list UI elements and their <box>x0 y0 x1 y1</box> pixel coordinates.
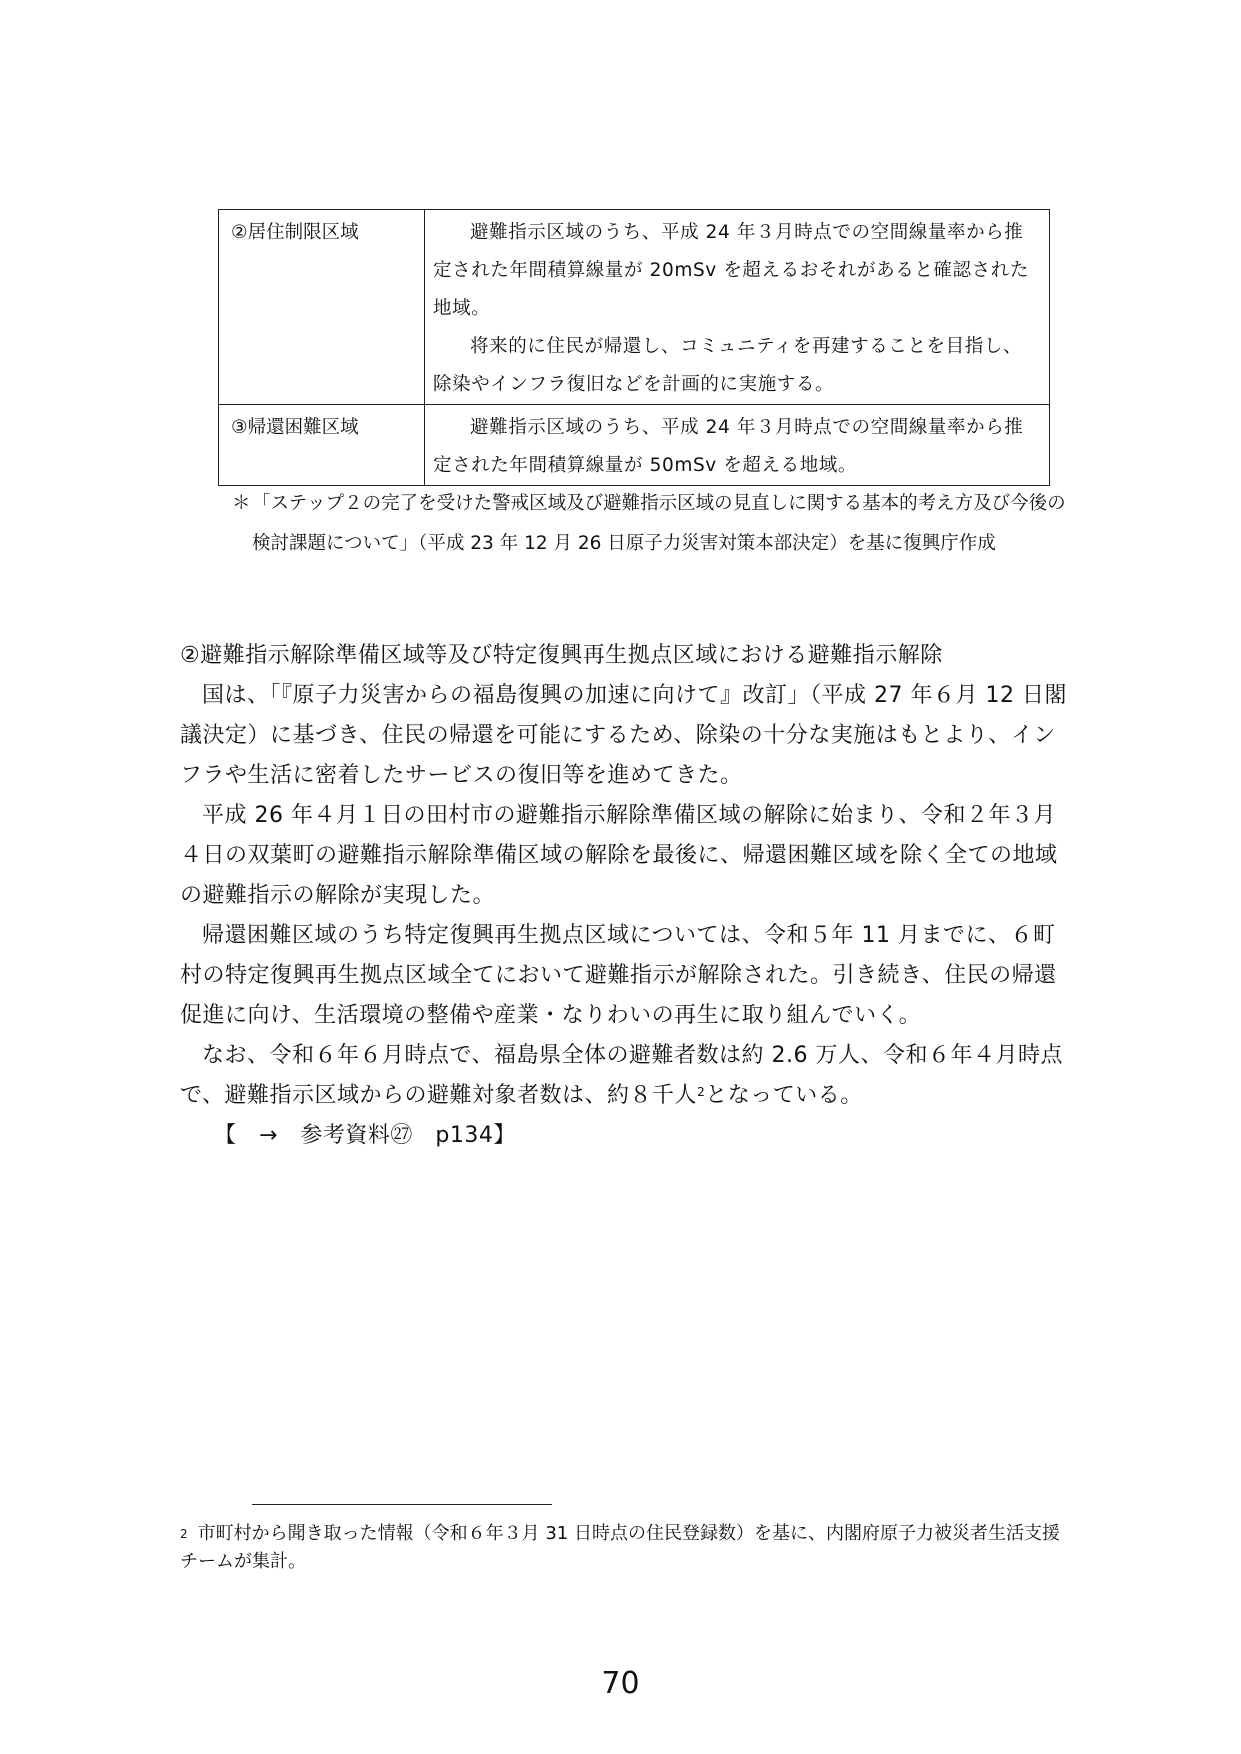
body-paragraph: 国は、「『原子力災害からの福島復興の加速に向けて』改訂」（平成 27 年６月 12 日閣議決定）に基づき、住民の帰還を可能にするため、除染の十分な実施はもとより、インフラや生活に密着したサービスの復旧等を進めてきた。 <box>180 683 1067 788</box>
zone-name: ②居住制限区域 <box>219 210 425 405</box>
zone-description-paragraph: 将来的に住民が帰還し、コミュニティを再建することを目指し、除染やインフラ復旧などを計画的に実施する。 <box>433 336 1023 395</box>
footnote-reference[interactable]: 2 <box>697 1085 706 1099</box>
zone-description-paragraph: 避難指示区域のうち、平成 24 年３月時点での空間線量率から推定された年間積算線量が 50mSv を超える地域。 <box>433 417 1024 476</box>
reference-material-link[interactable]: 【 → 参考資料㉗ p134】 <box>214 1123 516 1148</box>
page-number: 70 <box>601 1666 640 1701</box>
footnote <box>180 1520 1070 1576</box>
zone-description-paragraph: 避難指示区域のうち、平成 24 年３月時点での空間線量率から推定された年間積算線量が 20mSv を超えるおそれがあると確認された地域。 <box>433 222 1029 319</box>
footnote-number: 2 <box>180 1527 188 1541</box>
body-paragraph: 帰還困難区域のうち特定復興再生拠点区域については、令和５年 11 月までに、６町村の特定復興再生拠点区域全てにおいて避難指示が解除された。引き続き、住民の帰還促進に向け、生活環境の整備や産業・なりわいの再生に取り組んでいく。 <box>180 923 1057 1028</box>
zone-name: ③帰還困難区域 <box>219 405 425 486</box>
zone-description <box>425 405 1050 486</box>
table-source-note <box>232 484 1072 564</box>
body-paragraph <box>180 1036 1070 1116</box>
section-heading: ②避難指示解除準備区域等及び特定復興再生拠点区域における避難指示解除 <box>180 643 943 668</box>
footnote-divider <box>252 1504 552 1505</box>
zone-description <box>425 210 1050 405</box>
zone-definition-table <box>218 209 1050 486</box>
evacuee-count-text: なお、令和６年６月時点で、福島県全体の避難者数は約 2.6 万人、令和６年４月時点で、避難指示区域からの避難対象者数は、約８千人 <box>180 1043 1064 1108</box>
footnote-text: 市町村から聞き取った情報（令和６年３月 31 日時点の住民登録数）を基に、内閣府原子力被災者生活支援チームが集計。 <box>180 1523 1060 1572</box>
table-row <box>219 210 1050 405</box>
asterisk-mark: ＊ <box>232 493 251 514</box>
evacuation-lifting-section <box>180 636 1070 1156</box>
source-note-text: 「ステップ２の完了を受けた警戒区域及び避難指示区域の見直しに関する基本的考え方及び今後の検討課題について」（平成 23 年 12 月 26 日原子力災害対策本部決定）を基に復興庁作成 <box>252 493 1066 554</box>
body-paragraph: 平成 26 年４月１日の田村市の避難指示解除準備区域の解除に始まり、令和２年３月４日の双葉町の避難指示解除準備区域の解除を最後に、帰還困難区域を除く全ての地域の避難指示の解除が実現した。 <box>180 803 1058 908</box>
evacuee-count-text-end: となっている。 <box>705 1083 863 1108</box>
table-row <box>219 405 1050 486</box>
